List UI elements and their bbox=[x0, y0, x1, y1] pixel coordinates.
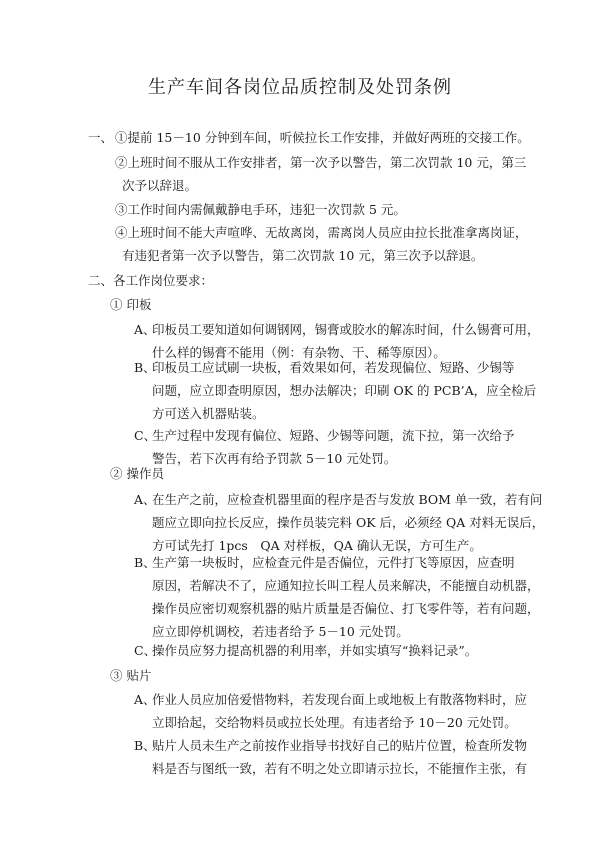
position-1-label: ① 印板 bbox=[110, 297, 152, 312]
position-1-item-b-line-3: 方可送入机器贴装。 bbox=[152, 406, 265, 421]
position-2-item-b-line-3: 操作员应密切观察机器的贴片质量是否偏位、打飞零件等，若有问题， bbox=[152, 601, 540, 616]
position-1-item-b-line-2: 问题，应立即查明原因，想办法解决；印刷 OK 的 PCB’A，应全检后 bbox=[152, 383, 537, 398]
position-3-label: ③ 贴片 bbox=[110, 668, 152, 683]
position-3-item-b-label: B、 bbox=[134, 738, 156, 753]
position-1-item-c-line-2: 警告，若下次再有给予罚款 5－10 元处罚。 bbox=[152, 451, 397, 466]
position-2-item-b-line-4: 应立即停机调校，若违者给予 5－10 元处罚。 bbox=[152, 624, 409, 639]
position-2-label: ② 操作员 bbox=[110, 466, 164, 481]
section-1-item-1-line-1: ①提前 15－10 分钟到车间，听候拉长工作安排，并做好两班的交接工作。 bbox=[115, 130, 530, 145]
section-1-item-2-line-2: 次予以辞退。 bbox=[122, 178, 198, 193]
position-3-item-b-line-1: 贴片人员未生产之前按作业指导书找好自己的贴片位置，检查所发物 bbox=[152, 738, 528, 753]
position-1-item-a-line-2: 什么样的锡膏不能用（例：有杂物、干、稀等原因）。 bbox=[152, 345, 446, 360]
position-1-item-c-label: C、 bbox=[134, 428, 157, 443]
section-1-heading: 一、 bbox=[88, 130, 114, 145]
position-2-item-c-label: C、 bbox=[134, 643, 157, 658]
section-1-item-4-line-2: 有违犯者第一次予以警告，第二次罚款 10 元，第三次予以辞退。 bbox=[122, 248, 484, 263]
position-1-item-a-line-1: 印板员工要知道如何调钢网，锡膏或胶水的解冻时间，什么锡膏可用， bbox=[152, 322, 540, 337]
position-2-item-c-line-1: 操作员应努力提高机器的利用率，并如实填写“换料记录”。 bbox=[152, 643, 478, 658]
section-1-item-4-line-1: ④上班时间不能大声喧哗、无故离岗，需离岗人员应由拉长批准拿离岗证， bbox=[115, 225, 528, 240]
position-1-item-a-label: A、 bbox=[134, 322, 156, 337]
position-1-item-b-label: B、 bbox=[134, 360, 156, 375]
position-3-item-b-line-2: 料是否与图纸一致，若有不明之处立即请示拉长，不能擅作主张，有 bbox=[152, 761, 528, 776]
section-1-item-2-line-1: ②上班时间不服从工作安排者，第一次予以警告，第二次罚款 10 元，第三 bbox=[115, 155, 527, 170]
position-3-item-a-line-1: 作业人员应加倍爱惜物料，若发现台面上或地板上有散落物料时，应 bbox=[152, 692, 528, 707]
section-1-item-3-line-1: ③工作时间内需佩戴静电手环，违犯一次罚款 5 元。 bbox=[115, 202, 406, 217]
position-3-item-a-line-2: 立即拾起，交给物料员或拉长处理。有违者给予 10－20 元处罚。 bbox=[152, 715, 517, 730]
position-2-item-a-line-1: 在生产之前，应检查机器里面的程序是否与发放 BOM 单一致，若有问 bbox=[152, 492, 543, 507]
position-2-item-b-line-1: 生产第一块板时，应检查元件是否偏位，元件打飞等原因，应查明 bbox=[152, 555, 515, 570]
position-2-item-a-label: A、 bbox=[134, 492, 156, 507]
position-2-item-a-line-2: 题应立即向拉长反应，操作员装完料 OK 后，必须经 QA 对料无误后， bbox=[152, 515, 545, 530]
position-2-item-b-label: B、 bbox=[134, 555, 156, 570]
position-3-item-a-label: A、 bbox=[134, 692, 156, 707]
position-1-item-b-line-1: 印板员工应试刷一块板，看效果如何，若发现偏位、短路、少锡等 bbox=[152, 360, 515, 375]
position-2-item-b-line-2: 原因，若解决不了，应通知拉长叫工程人员来解决，不能擅自动机器， bbox=[152, 578, 540, 593]
position-2-item-a-line-3: 方可试先打 1pcs QA 对样板，QA 确认无误，方可生产。 bbox=[152, 538, 482, 553]
position-1-item-c-line-1: 生产过程中发现有偏位、短路、少锡等问题，流下拉，第一次给予 bbox=[152, 428, 515, 443]
section-2-heading: 二、各工作岗位要求： bbox=[88, 273, 214, 288]
document-title: 生产车间各岗位品质控制及处罚条例 bbox=[148, 77, 452, 98]
